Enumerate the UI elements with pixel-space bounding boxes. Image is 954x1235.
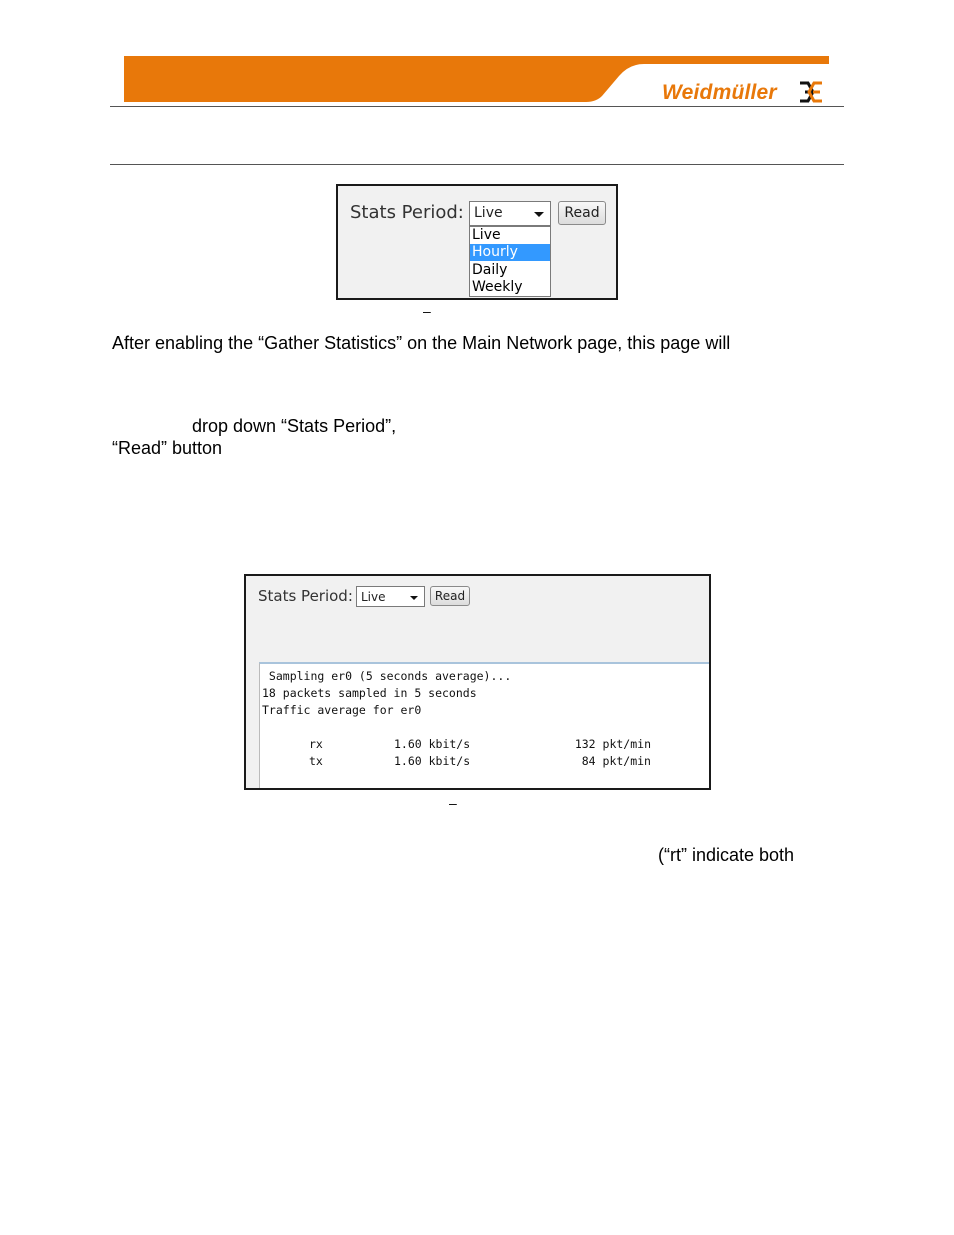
paragraph-read-button: “Read” button [112,438,223,458]
output-line: Traffic average for er0 [262,703,422,717]
select-value: Live [361,590,386,604]
read-button[interactable]: Read [558,201,606,225]
select-value: Live [474,205,503,221]
stats-period-select[interactable] [356,586,425,607]
stats-period-options [469,226,551,297]
output-line: 18 packets sampled in 5 seconds [262,686,477,700]
tx-packets: 84 pkt/min [581,754,651,768]
figure2-caption-dash: – [449,795,457,811]
output-line: Sampling er0 (5 seconds average)... [262,669,512,683]
stats-period-label: Stats Period: [258,587,353,605]
weidmueller-mark-icon [799,81,823,103]
brand-logo [662,78,827,106]
rx-rate: 1.60 kbit/s [394,737,471,751]
stats-period-label: Stats Period: [350,202,464,223]
figure1-caption-dash: – [423,303,431,319]
rx-label: rx [309,737,323,751]
chevron-down-icon [534,212,544,217]
live-stats-screenshot [244,574,711,790]
read-button[interactable]: Read [430,586,470,606]
stats-period-select[interactable] [469,201,551,226]
header-rule [110,106,844,107]
tx-label: tx [309,754,323,768]
paragraph-rt-note: (“rt” indicate both [658,845,795,865]
tx-rate: 1.60 kbit/s [394,754,471,768]
chevron-down-icon [410,596,418,600]
paragraph-gather-statistics: After enabling the “Gather Statistics” on the Main Network page, this page will [112,333,731,353]
paragraph-stats-period: drop down “Stats Period”, [192,416,397,436]
stats-output [259,662,711,790]
section-rule [110,164,844,165]
stats-period-dropdown-screenshot [336,184,618,300]
option-live[interactable]: Live [472,227,501,243]
rx-packets: 132 pkt/min [574,737,651,751]
option-daily[interactable]: Daily [472,262,508,278]
option-weekly[interactable]: Weekly [472,279,523,295]
brand-name: Weidmüller [662,81,777,104]
option-hourly[interactable]: Hourly [470,244,550,261]
